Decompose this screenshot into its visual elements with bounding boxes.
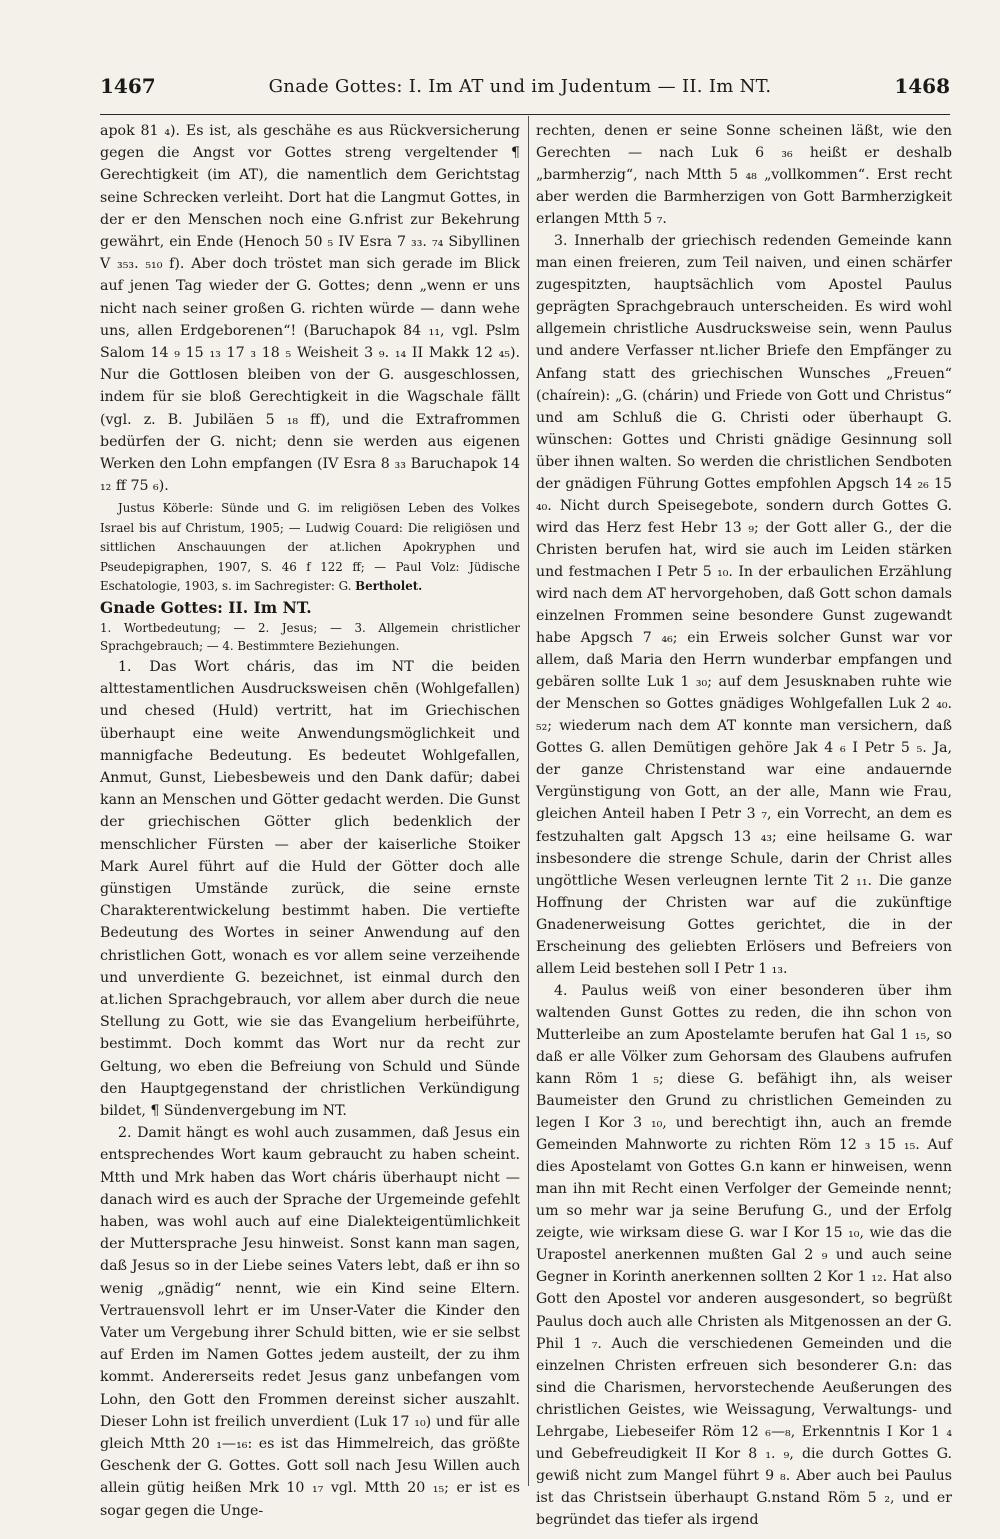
paragraph: 2. Damit hängt es wohl auch zusammen, daß Jesus ein entsprechendes Wort kaum gebraucht zu haben scheint. Mtth und Mrk haben das Wort cháris überhaupt nicht — danach wird es auch der Sprache der Urgemeinde gefehlt haben, was wohl auch auf eine Dialekteigentümlichkeit der Muttersprache Jesu hinweist. Sonst kann man sagen, daß Jesus so in der Liebe seines Vaters lebt, daß er ihn so wenig „gnädig“ nennt, wie ein Kind seine Eltern. Vertrauensvoll lehrt er im Unser-Vater die Kinder den Vater um Vergebung ihrer Schuld bitten, wie er sie selbst auf Erden im Namen Gottes jedem austeilt, der zu ihm kommt. Andererseits redet Jesus ganz unbefangen vom Lohn, den Gott den Frommen dereinst sicher auszahlt. Dieser Lohn ist freilich unverdient (Luk 17 ₁₀) und für alle gleich Mtth 20 ₁—₁₆: es ist das Himmelreich, das größte Geschenk der G. Gottes. Gott soll nach Jesu Willen auch allein gütig heißen Mrk 10 ₁₇ vgl. Mtth 20 ₁₅; er ist es sogar gegen die Unge- [100, 1125, 520, 1519]
right-column [536, 120, 952, 1528]
article-outline: 1. Wortbedeutung; — 2. Jesus; — 3. Allgemein christlicher Sprachgebrauch; — 4. Bestimmtere Beziehungen. [100, 620, 520, 654]
column-divider [528, 116, 529, 1486]
paragraph: 3. Innerhalb der griechisch redenden Gemeinde kann man einen freieren, zum Teil naiven, und einen schärfer zugespitzten, hauptsächlich vom Apostel Paulus geprägten Sprachgebrauch unterscheiden. Es wird wohl allgemein christliche Ausdrucksweise sein, wenn Paulus und andere Verfasser nt.licher Briefe den Empfänger zu Anfang statt des griechischen Wunsches „Freuen“ (chaírein): „G. (chárin) und Friede von Gott und Christus“ und am Schluß die G. Christi oder überhaupt G. wünschen: Gottes und Christi gnädige Gesinnung soll über ihnen walten. So werden die christlichen Sendboten der gnädigen Führung Gottes empfohlen Apgsch 14 ₂₆ 15 ₄₀. Nicht durch Speisegebote, sondern durch Gottes G. wird das Herz fest Hebr 13 ₉; der Gott aller G., der die Christen berufen hat, wird sie auch im Leiden stärken und festmachen I Petr 5 ₁₀. In der erbaulichen Erzählung wird nach dem AT hervorgehoben, daß Gott schon damals einzelnen Frommen seine besondere Gunst zugewandt habe Apgsch 7 ₄₆; ein Erweis solcher Gunst war vor allem, daß Maria den Herrn wunderbar empfangen und gebären sollte Luk 1 ₃₀; auf dem Jesusknaben ruhte wie der Menschen so Gottes gnädiges Wohlgefallen Luk 2 ₄₀. ₅₂; wiederum nach dem AT konnte man versichern, daß Gottes G. allen Demütigen gehöre Jak 4 ₆ I Petr 5 ₅. Ja, der ganze Christenstand war eine andauernde Vergünstigung von Gott, an der alle, Mann wie Frau, gleichen Anteil haben I Petr 3 ₇, ein Vorrecht, an dem es festzuhalten galt Apgsch 13 ₄₃; eine heilsame G. war insbesondere die strenge Schule, darin der Christ alles ungöttliche Wesen verleugnen lernte Tit 2 ₁₁. Die ganze Hoffnung der Christen war auf die zukünftige Gnadenerweisung Gottes gerichtet, die in der Erscheinung des geliebten Erlösers und Befreiers von allem Leid bestehen soll I Petr 1 ₁₃. [536, 233, 952, 977]
paragraph: rechten, denen er seine Sonne scheinen läßt, wie den Gerechten — nach Luk 6 ₃₆ heißt er deshalb „barmherzig“, nach Mtth 5 ₄₈ „vollkommen“. Erst recht aber werden die Barmherzigen von Gott Barmherzigkeit erlangen Mtth 5 ₇. [536, 123, 952, 228]
paragraph: 4. Paulus weiß von einer besonderen über ihm waltenden Gunst Gottes zu reden, die ihn schon von Mutterleibe an zum Apostelamte berufen hat Gal 1 ₁₅, so daß er alle Völker zum Gehorsam des Glaubens aufrufen kann Röm 1 ₅; diese G. befähigt ihn, als weiser Baumeister den Grund zu christlichen Gemeinden zu legen I Kor 3 ₁₀, und berechtigt ihn, auch an fremde Gemeinden Mahnworte zu richten Röm 12 ₃ 15 ₁₅. Auf dies Apostelamt von Gottes G.n kann er hinweisen, wenn man ihn mit Recht einen Verfolger der Gemeinde nennt; um so mehr war ja seine Berufung G., und der Erfolg zeigte, wie wirksam diese G. war I Kor 15 ₁₀, wie das die Urapostel anerkennen mußten Gal 2 ₉ und auch seine Gegner in Korinth anerkennen sollten 2 Kor 1 ₁₂. Hat also Gott den Apostel vor anderen ausgesondert, so begrüßt Paulus doch auch alle Christen als Mitgenossen an der G. Phil 1 ₇. Auch die verschiedenen Gemeinden und die einzelnen Christen erfreuen sich besonderer G.n: das sind die Charismen, hervorstechende Aeußerungen des christlichen Geistes, wie Weissagung, Verwaltungs- und Lehrgabe, Liebeseifer Röm 12 ₆—₈, Erkenntnis I Kor 1 ₄ und Gebefreudigkeit II Kor 8 ₁. ₉, die durch Gottes G. gewiß nicht zum Mangel führt 9 ₈. Aber auch bei Paulus ist das Christsein überhaupt G.nstand Röm 5 ₂, und er begründet das tiefer als irgend [536, 982, 952, 1528]
article-heading: Gnade Gottes: II. Im NT. [100, 597, 312, 617]
literature-text: Justus Köberle: Sünde und G. im religiösen Leben des Volkes Israel bis auf Christum, 1905; — Ludwig Couard: Die religiösen und sittlichen Anschauungen der at.lichen Apokryphen und Pseudepigraphen, 1907, S. 46 f 122 ff; — Paul Volz: Jüdische Eschatologie, 1903, s. im Sachregister: G. [100, 501, 520, 594]
paragraph: apok 81 ₄). Es ist, als geschähe es aus Rückversicherung gegen die Angst vor Gottes streng vergeltender ¶ Gerechtigkeit (im AT), die namentlich dem Gerichtstag seine Schrecken verleiht. Dort hat die Langmut Gottes, in der er den Menschen noch eine G.nfrist zur Bekehrung gewährt, ein Ende (Henoch 50 ₅ IV Esra 7 ₃₃. ₇₄ Sibyllinen V ₃₅₃. ₅₁₀ f). Aber doch tröstet man sich gerade im Blick auf jenen Tag wieder der G. Gottes; denn „wenn er uns nicht nach seiner großen G. richten würde — dann wehe uns, allen Erdgeborenen“! (Baruchapok 84 ₁₁, vgl. Pslm Salom 14 ₉ 15 ₁₃ 17 ₃ 18 ₅ Weisheit 3 ₉. ₁₄ II Makk 12 ₄₅). Nur die Gottlosen bleiben von der G. ausgeschlossen, indem für sie bloß Gerechtigkeit in die Wagschale fällt (vgl. z. B. Jubiläen 5 ₁₈ ff), und die Extrafrommen bedürfen der G. nicht; denn sie werden aus eigenen Werken den Lohn empfangen (IV Esra 8 ₃₃ Baruchapok 14 ₁₂ ff 75 ₆). [100, 123, 520, 495]
author-signature: Bertholet. [355, 579, 423, 594]
running-header [100, 68, 950, 108]
paragraph: 1. Das Wort cháris, das im NT die beiden alttestamentlichen Ausdrucksweisen chēn (Wohlgefallen) und chesed (Huld) vertritt, hat im Griechischen überhaupt eine weite Anwendungsmöglichkeit und mannigfache Bedeutung. Es bedeutet Wohlgefallen, Anmut, Gunst, Liebesbeweis und den Dank dafür; dabei kann an Menschen und Götter gedacht werden. Die Gunst der griechischen Götter glich bedenklich der menschlicher Fürsten — aber der kaiserliche Stoiker Mark Aurel führt auf die Huld der Götter doch alle günstigen Umstände zurück, die seine ernste Charakterentwickelung bestimmt haben. Die vertiefte Bedeutung des Wortes in seiner Anwendung auf den christlichen Gott, wonach es vor allem seine verzeihende und unverdiente G. bezeichnet, ist einmal durch den at.lichen Sprachgebrauch, vor allem aber durch die neue Stellung zu Gott, wie sie das Evangelium herbeiführte, bestimmt. Doch kommt das Wort nur da recht zur Geltung, wo eben die Befreiung von Schuld und Sünde den Hauptgegenstand der christlichen Verkündigung bildet, ¶ Sündenvergebung im NT. [100, 658, 520, 1120]
page-number-left: 1467 [100, 74, 156, 98]
literature-note [100, 499, 520, 597]
page-number-right: 1468 [894, 74, 950, 98]
left-column [100, 120, 520, 1519]
running-title: Gnade Gottes: I. Im AT und im Judentum — II. Im NT. [268, 76, 772, 97]
header-rule [100, 114, 950, 115]
